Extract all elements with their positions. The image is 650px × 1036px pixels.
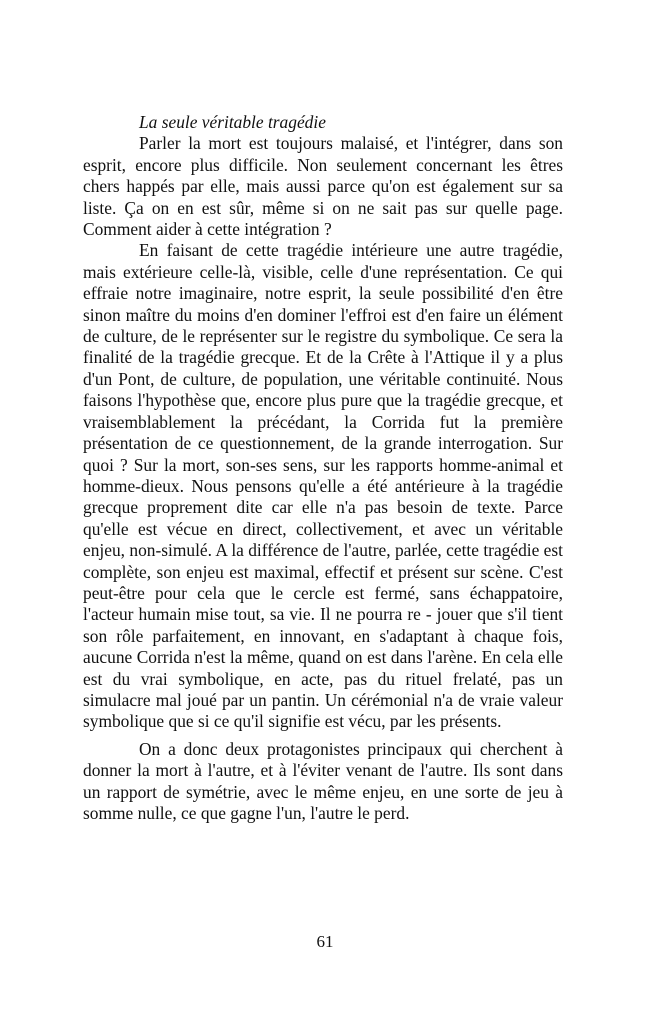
paragraph-1: Parler la mort est toujours malaisé, et l'intégrer, dans son esprit, encore plus difficile. Non seulement concernant les êtres chers happés par elle, mais aussi parce qu'on est également sur sa liste. Ça on en est sûr, même si on ne sait pas sur quelle page. Comment aider à cette intégration ? <box>83 133 563 240</box>
page-number: 61 <box>316 932 334 951</box>
page-body <box>83 112 563 824</box>
paragraph-2: En faisant de cette tragédie intérieure une autre tragédie, mais extérieure celle-là, visible, celle d'une représentation. Ce qui effraie notre imaginaire, notre esprit, la seule possibilité d'en être sinon maître du moins d'en dominer l'effroi est d'en faire un élément de culture, de le représenter sur le registre du symbolique. Ce sera la finalité de la tragédie grecque. Et de la Crête à l'Attique il y a plus d'un Pont, de culture, de population, une véritable continuité. Nous faisons l'hypothèse que, encore plus pure que la tragédie grecque, et vraisemblablement la précédant, la Corrida fut la première présentation de ce questionnement, de la grande interrogation. Sur quoi ? Sur la mort, son-ses sens, sur les rapports homme-animal et homme-dieux. Nous pensons qu'elle a été antérieure à la tragédie grecque proprement dite car elle n'a pas besoin de texte. Parce qu'elle est vécue en direct, collectivement, et avec un véritable enjeu, non-simulé. A la différence de l'autre, parlée, cette tragédie est complète, son enjeu est maximal, effectif et présent sur scène. C'est peut-être pour cela que le cercle est fermé, sans échappatoire, l'acteur humain mise tout, sa vie. Il ne pourra re - jouer que s'il tient son rôle parfaitement, en innovant, en s'adaptant à chaque fois, aucune Corrida n'est la même, quand on est dans l'arène. En cela elle est du vrai symbolique, en acte, pas du rituel frelaté, pas un simulacre mal joué par un pantin. Un cérémonial n'a de vraie valeur symbolique que si ce qu'il signifie est vécu, par les présents. <box>83 240 563 732</box>
section-title: La seule véritable tragédie <box>139 112 326 132</box>
paragraph-3: On a donc deux protagonistes principaux qui cherchent à donner la mort à l'autre, et à l'éviter venant de l'autre. Ils sont dans un rapport de symétrie, avec le même enjeu, en une sorte de jeu à somme nulle, ce que gagne l'un, l'autre le perd. <box>83 738 563 823</box>
